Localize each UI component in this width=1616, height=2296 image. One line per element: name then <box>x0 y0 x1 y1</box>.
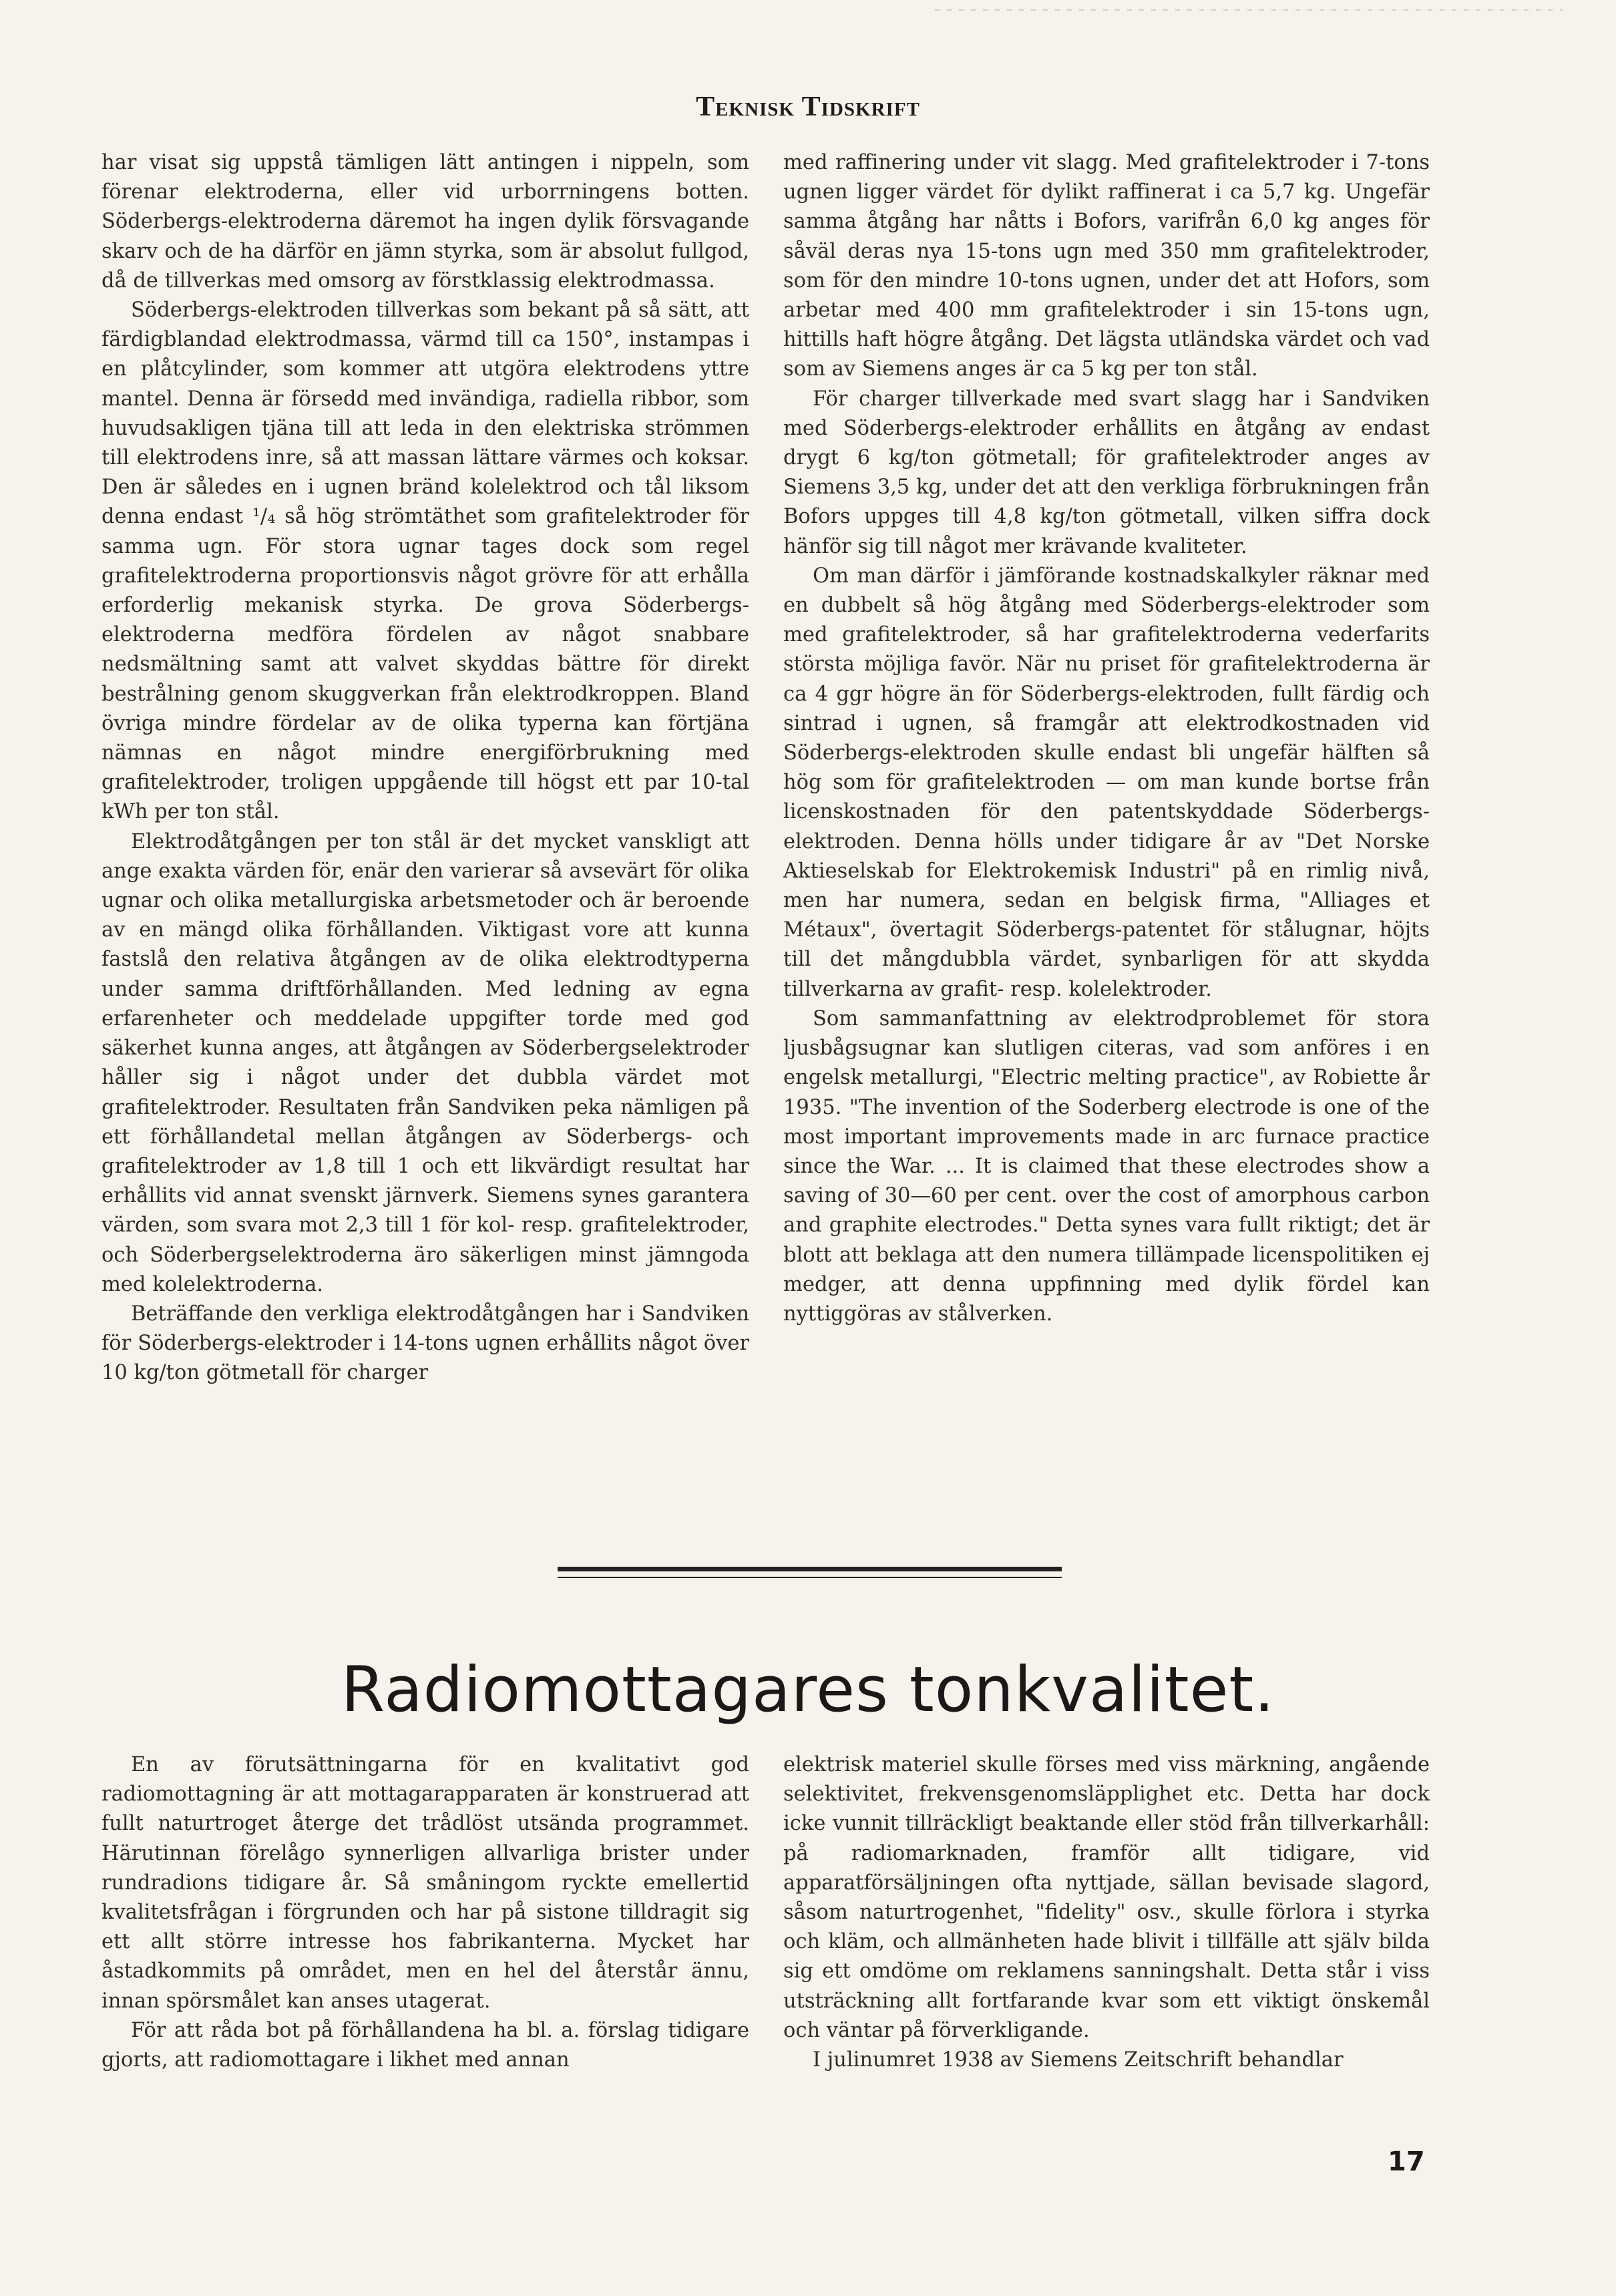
second-article-left-column <box>102 1750 749 2075</box>
scan-edge-dots <box>935 9 1563 11</box>
paragraph: med raffinering under vit slagg. Med grafitelektroder i 7-tons ugnen ligger värdet för dylikt raffinerat i ca 5,7 kg. Ungefär samma åtgång har nåtts i Bofors, varifrån 6,0 kg anges för såväl deras nya 15-tons ugn med 350 mm grafitelektroder, som för den mindre 10-tons ugnen, under det att Hofors, som arbetar med 400 mm grafitelektroder i sin 15-tons ugn, hittills haft högre åtgång. Det lägsta utländska värdet och vad som av Siemens anges är ca 5 kg per ton stål. <box>783 151 1430 381</box>
paragraph: I julinumret 1938 av Siemens Zeitschrift behandlar <box>813 2048 1344 2072</box>
paragraph: har visat sig uppstå tämligen lätt antingen i nippeln, som förenar elektroderna, eller vid urborrningens botten. Söderbergs-elektroderna däremot ha ingen dylik försvagande skarv och de ha därför en jämn styrka, som är absolut fullgod, då de tillverkas med omsorg av förstklassig elektrodmassa. <box>102 151 749 293</box>
section-divider-thin <box>558 1577 1062 1578</box>
paragraph: Elektrodåtgången per ton stål är det mycket vanskligt att ange exakta värden för, enär den varierar så avsevärt för olika ugnar och olika metallurgiska arbetsmetoder och är beroende av en mängd olika förhållanden. Viktigast vore att kunna fastslå den relativa åtgången av de olika elektrodtyperna under samma driftförhållanden. Med ledning av egna erfarenheter och meddelade uppgifter torde med god säkerhet kunna anges, att åtgången av Söderbergselektroder håller sig i något under det dubbla värdet mot grafitelektroder. Resultaten från Sandviken peka nämligen på ett förhållandetal mellan åtgången av Söderbergs- och grafitelektroder av 1,8 till 1 och ett likvärdigt resultat har erhållits vid annat svenskt järnverk. Siemens synes garantera värden, som svara mot 2,3 till 1 för kol- resp. grafitelektroder, och Söderbergselektroderna äro säkerligen minst jämngoda med kolelektroderna. <box>102 829 749 1296</box>
paragraph: Som sammanfattning av elektrodproblemet för stora ljusbågsugnar kan slutligen citeras, vad som anföres i en engelsk metallurgi, "Electric melting practice", av Robiette år 1935. "The invention of the Soderberg electrode is one of the most important improvements made in arc furnace practice since the War. ... It is claimed that these electrodes show a saving of 30—60 per cent. over the cost of amorphous carbon and graphite electrodes." Detta synes vara fullt riktigt; det är blott att beklaga att den numera tillämpade licenspolitiken ej medger, att denna uppfinning med dylik fördel kan nyttiggöras av stålverken. <box>783 1006 1430 1326</box>
running-head: Teknisk Tidskrift <box>696 91 920 122</box>
paragraph: Beträffande den verkliga elektrodåtgången har i Sandviken för Söderbergs-elektroder i 14-tons ugnen erhållits något över 10 kg/ton götmetall för charger <box>102 1302 749 1385</box>
paragraph: Om man därför i jämförande kostnadskalkyler räknar med en dubbelt så hög åtgång med Söderbergs-elektroder som med grafitelektroder, så har grafitelektroderna vederfarits största möjliga favör. När nu priset för grafitelektroderna är ca 4 ggr högre än för Söderbergs-elektroden, fullt färdig och sintrad i ugnen, så framgår att elektrodkostnaden vid Söderbergs-elektroden skulle endast bli ungefär hälften så hög som för grafitelektroden — om man kunde bortse från licenskostnaden för den patentskyddade Söderbergs-elektroden. Denna hölls under tidigare år av "Det Norske Aktieselskab for Elektrokemisk Industri" på en rimlig nivå, men har numera, sedan en belgisk firma, "Alliages et Métaux", övertagit Söderbergs-patentet för stålugnar, höjts till det mångdubbla värdet, synbarligen för att skydda tillverkarna av grafit- resp. kolelektroder. <box>783 564 1430 1001</box>
paragraph: För charger tillverkade med svart slagg har i Sandviken med Söderbergs-elektroder erhållits en åtgång av endast drygt 6 kg/ton götmetall; för grafitelektroder anges av Siemens 3,5 kg, under det att den verkliga förbrukningen från Bofors uppges till 4,8 kg/ton götmetall, vilken siffra dock hänför sig till något mer krävande kvaliteter. <box>783 387 1430 558</box>
paragraph: Söderbergs-elektroden tillverkas som bekant på så sätt, att färdigblandad elektrodmassa, värmd till ca 150°, instampas i en plåtcylinder, som kommer att utgöra elektrodens yttre mantel. Denna är försedd med invändiga, radiella ribbor, som huvudsakligen tjäna till att leda in den elektriska strömmen till elektrodens inre, så att massan lättare värmes och koksar. Den är således en i ugnen bränd kolelektrod och tål liksom denna endast ¹/₄ så hög strömtäthet som grafitelektroder för samma ugn. För stora ugnar tages dock som regel grafitelektroderna proportionsvis något grövre för att erhålla erforderlig mekanisk styrka. De grova Söderbergs-elektroderna medföra fördelen av något snabbare nedsmältning samt att valvet skyddas bättre för direkt bestrålning genom skuggverkan från elektrodkroppen. Bland övriga mindre fördelar av de olika typerna kan förtjäna nämnas en något mindre energiförbrukning med grafitelektroder, troligen uppgående till högst ett par 10-tal kWh per ton stål. <box>102 299 749 824</box>
paragraph: elektrisk materiel skulle förses med viss märkning, angående selektivitet, frekvensgenomsläpplighet etc. Detta har dock icke vunnit tillräckligt beaktande eller stöd från tillverkarhåll: på radiomarknaden, framför allt tidigare, vid apparatförsäljningen ofta nyttjade, sällan bevisade slagord, såsom naturtrogenhet, "fidelity" osv., skulle förlora i styrka och kläm, och allmänheten hade blivit i tillfälle att själv bilda sig ett omdöme om reklamens sanningshalt. Detta står i viss utsträckning allt fortfarande kvar som ett viktigt önskemål och väntar på förverkligande. <box>783 1753 1430 2042</box>
second-article-right-column <box>783 1750 1430 2075</box>
page-number: 17 <box>1388 2146 1425 2177</box>
article-left-column <box>102 148 749 1388</box>
paragraph: En av förutsättningarna för en kvalitativt god radiomottagning är att mottagarapparaten är konstruerad att fullt naturtroget återge det trådlöst utsända programmet. Härutinnan förelågo synnerligen allvarliga brister under rundradions tidigare år. Så småningom ryckte emellertid kvalitetsfrågan i förgrunden och har på sistone tilldragit sig ett allt större intresse hos fabrikanterna. Mycket har åstadkommits på området, men en hel del återstår ännu, innan spörsmålet kan anses utagerat. <box>102 1753 749 2013</box>
section-divider <box>558 1567 1062 1571</box>
article-right-column <box>783 148 1430 1329</box>
paragraph: För att råda bot på förhållandena ha bl. a. förslag tidigare gjorts, att radiomottagare i likhet med annan <box>102 2018 749 2072</box>
article-title: Radiomottagares tonkvalitet. <box>341 1654 1275 1726</box>
